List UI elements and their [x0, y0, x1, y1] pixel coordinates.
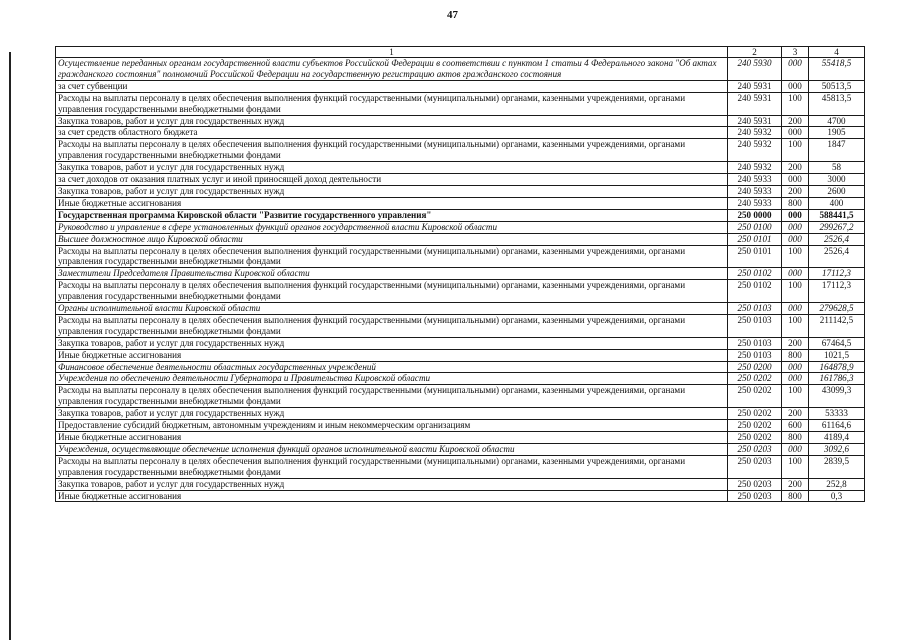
row-type-cell: 000: [782, 233, 809, 245]
row-sum-cell: 53333: [809, 408, 865, 420]
row-code-cell: 250 0103: [728, 349, 782, 361]
row-type-cell: 000: [782, 443, 809, 455]
header-col-name: 1: [56, 47, 728, 58]
table-row: [56, 115, 865, 127]
row-code-cell: 250 0203: [728, 443, 782, 455]
row-name-cell: Финансовое обеспечение деятельности областных государственных учреждений: [56, 361, 728, 373]
row-type-cell: 100: [782, 385, 809, 408]
row-code-cell: 250 0000: [728, 209, 782, 221]
row-code-cell: 250 0200: [728, 361, 782, 373]
row-name-cell: Закупка товаров, работ и услуг для государственных нужд: [56, 115, 728, 127]
row-sum-cell: 55418,5: [809, 58, 865, 81]
row-name-cell: Закупка товаров, работ и услуг для государственных нужд: [56, 337, 728, 349]
table-row: [56, 490, 865, 502]
row-type-cell: 200: [782, 115, 809, 127]
row-name-cell: за счет субвенции: [56, 80, 728, 92]
row-type-cell: 000: [782, 303, 809, 315]
row-sum-cell: 299267,2: [809, 221, 865, 233]
binding-margin-line: [9, 52, 11, 640]
table-row: [56, 303, 865, 315]
row-type-cell: 000: [782, 174, 809, 186]
row-name-cell: за счет доходов от оказания платных услуг и иной приносящей доход деятельности: [56, 174, 728, 186]
row-name-cell: Расходы на выплаты персоналу в целях обеспечения выполнения функций государственными (муниципальными) органами, казенными учреждениями, органами управления государственными внебюджетными фондами: [56, 314, 728, 337]
row-type-cell: 000: [782, 361, 809, 373]
row-code-cell: 250 0103: [728, 314, 782, 337]
row-code-cell: 250 0202: [728, 420, 782, 432]
row-code-cell: 240 5932: [728, 162, 782, 174]
table-row: [56, 385, 865, 408]
table-row: [56, 92, 865, 115]
budget-table: [55, 46, 865, 502]
row-code-cell: 240 5932: [728, 127, 782, 139]
row-name-cell: Иные бюджетные ассигнования: [56, 349, 728, 361]
row-name-cell: Расходы на выплаты персоналу в целях обеспечения выполнения функций государственными (муниципальными) органами, казенными учреждениями, органами управления государственными внебюджетными фондами: [56, 280, 728, 303]
row-sum-cell: 2839,5: [809, 455, 865, 478]
row-sum-cell: 588441,5: [809, 209, 865, 221]
row-name-cell: Расходы на выплаты персоналу в целях обеспечения выполнения функций государственными (муниципальными) органами, казенными учреждениями, органами управления государственными внебюджетными фондами: [56, 455, 728, 478]
row-name-cell: Расходы на выплаты персоналу в целях обеспечения выполнения функций государственными (муниципальными) органами, казенными учреждениями, органами управления государственными внебюджетными фондами: [56, 139, 728, 162]
row-sum-cell: 400: [809, 197, 865, 209]
row-sum-cell: 3092,6: [809, 443, 865, 455]
row-code-cell: 240 5931: [728, 80, 782, 92]
row-name-cell: Учреждения, осуществляющие обеспечение исполнения функций органов исполнительной власти Кировской области: [56, 443, 728, 455]
row-sum-cell: 3000: [809, 174, 865, 186]
row-sum-cell: 17112,3: [809, 268, 865, 280]
row-name-cell: Расходы на выплаты персоналу в целях обеспечения выполнения функций государственными (муниципальными) органами, казенными учреждениями, органами управления государственными внебюджетными фондами: [56, 92, 728, 115]
row-type-cell: 200: [782, 337, 809, 349]
table-row: [56, 337, 865, 349]
table-row: [56, 280, 865, 303]
row-type-cell: 000: [782, 209, 809, 221]
row-sum-cell: 161786,3: [809, 373, 865, 385]
table-row: [56, 349, 865, 361]
row-type-cell: 800: [782, 349, 809, 361]
row-code-cell: 240 5931: [728, 92, 782, 115]
row-type-cell: 100: [782, 139, 809, 162]
row-code-cell: 250 0102: [728, 280, 782, 303]
row-type-cell: 200: [782, 185, 809, 197]
row-name-cell: Закупка товаров, работ и услуг для государственных нужд: [56, 162, 728, 174]
table-header-row: [56, 47, 865, 58]
page-number: 47: [447, 9, 458, 21]
row-type-cell: 000: [782, 268, 809, 280]
row-type-cell: 000: [782, 58, 809, 81]
row-type-cell: 100: [782, 92, 809, 115]
row-code-cell: 250 0202: [728, 432, 782, 444]
table-row: [56, 139, 865, 162]
header-col-sum: 4: [809, 47, 865, 58]
row-name-cell: Расходы на выплаты персоналу в целях обеспечения выполнения функций государственными (муниципальными) органами, казенными учреждениями, органами управления государственными внебюджетными фондами: [56, 385, 728, 408]
row-type-cell: 000: [782, 373, 809, 385]
table-row: [56, 127, 865, 139]
table-row: [56, 58, 865, 81]
row-code-cell: 240 5930: [728, 58, 782, 81]
row-sum-cell: 1021,5: [809, 349, 865, 361]
table-row: [56, 185, 865, 197]
row-code-cell: 250 0202: [728, 373, 782, 385]
row-code-cell: 250 0101: [728, 233, 782, 245]
row-type-cell: 200: [782, 162, 809, 174]
row-sum-cell: 45813,5: [809, 92, 865, 115]
row-sum-cell: 67464,5: [809, 337, 865, 349]
row-name-cell: Закупка товаров, работ и услуг для государственных нужд: [56, 408, 728, 420]
header-col-code: 2: [728, 47, 782, 58]
row-name-cell: Предоставление субсидий бюджетным, автономным учреждениям и иным некоммерческим организациям: [56, 420, 728, 432]
header-col-type: 3: [782, 47, 809, 58]
row-name-cell: Иные бюджетные ассигнования: [56, 490, 728, 502]
row-sum-cell: 211142,5: [809, 314, 865, 337]
row-code-cell: 240 5933: [728, 197, 782, 209]
table-row: [56, 443, 865, 455]
row-sum-cell: 2526,4: [809, 245, 865, 268]
row-sum-cell: 279628,5: [809, 303, 865, 315]
row-name-cell: Закупка товаров, работ и услуг для государственных нужд: [56, 478, 728, 490]
row-code-cell: 240 5933: [728, 174, 782, 186]
row-sum-cell: 1905: [809, 127, 865, 139]
table-row: [56, 373, 865, 385]
row-name-cell: Осуществление переданных органам государственной власти субъектов Российской Федерации в соответствии с пунктом 1 статьи 4 Федерального закона "Об актах гражданского состояния" полномочий Российской Федерации на государственную регистрацию актов гражданского состояния: [56, 58, 728, 81]
row-name-cell: Расходы на выплаты персоналу в целях обеспечения выполнения функций государственными (муниципальными) органами, казенными учреждениями, органами управления государственными внебюджетными фондами: [56, 245, 728, 268]
row-type-cell: 200: [782, 478, 809, 490]
row-sum-cell: 164878,9: [809, 361, 865, 373]
row-sum-cell: 58: [809, 162, 865, 174]
row-type-cell: 800: [782, 197, 809, 209]
row-name-cell: Органы исполнительной власти Кировской области: [56, 303, 728, 315]
row-sum-cell: 0,3: [809, 490, 865, 502]
row-name-cell: Руководство и управление в сфере установленных функций органов государственной власти Кировской области: [56, 221, 728, 233]
row-name-cell: за счет средств областного бюджета: [56, 127, 728, 139]
row-sum-cell: 17112,3: [809, 280, 865, 303]
table-row: [56, 314, 865, 337]
row-type-cell: 200: [782, 408, 809, 420]
row-type-cell: 100: [782, 314, 809, 337]
table-row: [56, 268, 865, 280]
row-sum-cell: 50513,5: [809, 80, 865, 92]
row-code-cell: 240 5932: [728, 139, 782, 162]
row-sum-cell: 4189,4: [809, 432, 865, 444]
table-row: [56, 162, 865, 174]
row-type-cell: 000: [782, 127, 809, 139]
row-code-cell: 250 0202: [728, 408, 782, 420]
table-row: [56, 245, 865, 268]
row-name-cell: Высшее должностное лицо Кировской области: [56, 233, 728, 245]
table-row: [56, 478, 865, 490]
row-sum-cell: 61164,6: [809, 420, 865, 432]
table-row: [56, 361, 865, 373]
row-type-cell: 100: [782, 245, 809, 268]
row-code-cell: 250 0203: [728, 478, 782, 490]
table-row: [56, 420, 865, 432]
row-code-cell: 250 0203: [728, 455, 782, 478]
row-code-cell: 250 0203: [728, 490, 782, 502]
table-row: [56, 209, 865, 221]
table-row: [56, 432, 865, 444]
row-sum-cell: 252,8: [809, 478, 865, 490]
row-name-cell: Иные бюджетные ассигнования: [56, 432, 728, 444]
row-sum-cell: 1847: [809, 139, 865, 162]
table-row: [56, 174, 865, 186]
row-code-cell: 250 0103: [728, 303, 782, 315]
row-code-cell: 250 0101: [728, 245, 782, 268]
row-sum-cell: 43099,3: [809, 385, 865, 408]
row-sum-cell: 2526,4: [809, 233, 865, 245]
row-code-cell: 240 5933: [728, 185, 782, 197]
row-type-cell: 600: [782, 420, 809, 432]
row-sum-cell: 2600: [809, 185, 865, 197]
row-code-cell: 240 5931: [728, 115, 782, 127]
row-type-cell: 800: [782, 432, 809, 444]
table-row: [56, 233, 865, 245]
row-type-cell: 800: [782, 490, 809, 502]
row-type-cell: 100: [782, 280, 809, 303]
row-code-cell: 250 0102: [728, 268, 782, 280]
row-name-cell: Учреждения по обеспечению деятельности Губернатора и Правительства Кировской области: [56, 373, 728, 385]
table-row: [56, 408, 865, 420]
table-row: [56, 80, 865, 92]
table-row: [56, 455, 865, 478]
row-sum-cell: 4700: [809, 115, 865, 127]
table-row: [56, 197, 865, 209]
row-type-cell: 000: [782, 80, 809, 92]
row-type-cell: 100: [782, 455, 809, 478]
table-row: [56, 221, 865, 233]
row-type-cell: 000: [782, 221, 809, 233]
row-name-cell: Заместители Председателя Правительства Кировской области: [56, 268, 728, 280]
row-code-cell: 250 0103: [728, 337, 782, 349]
row-name-cell: Государственная программа Кировской области "Развитие государственного управления": [56, 209, 728, 221]
row-code-cell: 250 0202: [728, 385, 782, 408]
row-name-cell: Закупка товаров, работ и услуг для государственных нужд: [56, 185, 728, 197]
row-code-cell: 250 0100: [728, 221, 782, 233]
row-name-cell: Иные бюджетные ассигнования: [56, 197, 728, 209]
